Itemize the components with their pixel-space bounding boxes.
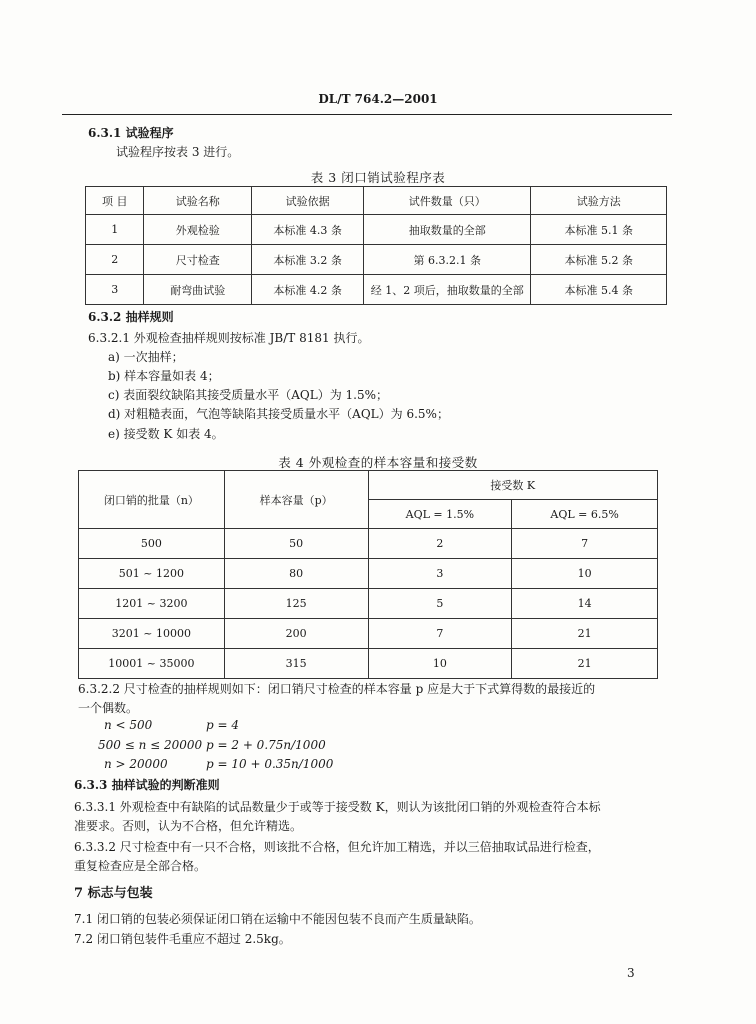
table-cell: 抽取数量的全部 xyxy=(364,215,531,245)
heading-6-3-1: 6.3.1 试验程序 xyxy=(88,126,174,140)
table4-header-row xyxy=(79,471,658,500)
table-cell: 本标准 4.2 条 xyxy=(252,275,364,305)
heading-6-3-3: 6.3.3 抽样试验的判断准则 xyxy=(74,778,220,792)
table3-header: 试验方法 xyxy=(531,187,667,215)
table-cell: 3201 ~ 10000 xyxy=(79,619,225,649)
table-cell: 第 6.3.2.1 条 xyxy=(364,245,531,275)
table3-header: 项 目 xyxy=(86,187,144,215)
table4-header-sample: 样本容量（p） xyxy=(224,471,368,529)
table-cell: 500 xyxy=(79,529,225,559)
table-cell: 3 xyxy=(368,559,512,589)
formula-equation: p = 10 + 0.35n/1000 xyxy=(206,757,334,771)
formula-condition: n > 20000 xyxy=(104,757,168,771)
table-cell: 尺寸检查 xyxy=(144,245,252,275)
table-row xyxy=(86,215,667,245)
table-cell: 2 xyxy=(86,245,144,275)
formula-equation: p = 4 xyxy=(206,718,239,732)
paragraph-7-1: 7.1 闭口销的包装必须保证闭口销在运输中不能因包装不良而产生质量缺陷。 xyxy=(74,912,481,926)
table3-header: 试件数量（只） xyxy=(364,187,531,215)
table3-header: 试验依据 xyxy=(252,187,364,215)
paragraph-6-3-2-1: 6.3.2.1 外观检查抽样规则按标准 JB/T 8181 执行。 xyxy=(88,331,370,345)
paragraph-6-3-3-2-cont: 重复检查应是全部合格。 xyxy=(74,859,207,873)
table-cell: 10001 ~ 35000 xyxy=(79,649,225,679)
list-item: e) 接受数 K 如表 4。 xyxy=(108,427,224,441)
paragraph-6-3-3-1-cont: 准要求。否则，认为不合格，但允许精选。 xyxy=(74,819,303,833)
table-cell: 7 xyxy=(368,619,512,649)
table-row xyxy=(86,245,667,275)
table4-header-aql-6-5: AQL = 6.5% xyxy=(512,500,658,529)
table-row xyxy=(79,649,658,679)
list-item: c) 表面裂纹缺陷其接受质量水平（AQL）为 1.5%； xyxy=(108,388,388,402)
table4-header-accept: 接受数 K xyxy=(368,471,657,500)
table-cell: 21 xyxy=(512,649,658,679)
table-cell: 10 xyxy=(368,649,512,679)
table-cell: 10 xyxy=(512,559,658,589)
table-cell: 125 xyxy=(224,589,368,619)
table-row xyxy=(79,559,658,589)
table3-caption: 表 3 闭口销试验程序表 xyxy=(310,170,446,185)
running-header: DL/T 764.2—2001 xyxy=(318,92,438,106)
table-cell: 80 xyxy=(224,559,368,589)
paragraph-6-3-3-2: 6.3.3.2 尺寸检查中有一只不合格，则该批不合格，但允许加工精选，并以三倍抽取试品进行检查， xyxy=(74,840,600,854)
table-cell: 7 xyxy=(512,529,658,559)
table-cell: 1 xyxy=(86,215,144,245)
page-number: 3 xyxy=(627,966,635,980)
table-cell: 14 xyxy=(512,589,658,619)
paragraph-6-3-2-2: 6.3.2.2 尺寸检查的抽样规则如下：闭口销尺寸检查的样本容量 p 应是大于下式算得数的最接近的 xyxy=(78,682,596,696)
list-item: a) 一次抽样； xyxy=(108,350,184,364)
table-cell: 3 xyxy=(86,275,144,305)
table-row xyxy=(79,619,658,649)
table4-caption: 表 4 外观检查的样本容量和接受数 xyxy=(278,455,478,470)
header-rule xyxy=(62,114,672,115)
paragraph-7-2: 7.2 闭口销包装件毛重应不超过 2.5kg。 xyxy=(74,932,291,946)
table-cell: 本标准 5.1 条 xyxy=(531,215,667,245)
heading-7: 7 标志与包装 xyxy=(74,886,153,901)
table-cell: 耐弯曲试验 xyxy=(144,275,252,305)
table-cell: 经 1、2 项后，抽取数量的全部 xyxy=(364,275,531,305)
table-cell: 2 xyxy=(368,529,512,559)
table-row xyxy=(79,529,658,559)
table-cell: 本标准 5.4 条 xyxy=(531,275,667,305)
heading-6-3-2: 6.3.2 抽样规则 xyxy=(88,310,174,324)
table-cell: 1201 ~ 3200 xyxy=(79,589,225,619)
table-cell: 外观检验 xyxy=(144,215,252,245)
paragraph-6-3-2-2-cont: 一个偶数。 xyxy=(78,701,139,715)
table4-header-batch: 闭口销的批量（n） xyxy=(79,471,225,529)
table-cell: 本标准 4.3 条 xyxy=(252,215,364,245)
table4-header-aql-1-5: AQL = 1.5% xyxy=(368,500,512,529)
table-cell: 21 xyxy=(512,619,658,649)
table-3 xyxy=(85,186,667,305)
table-cell: 200 xyxy=(224,619,368,649)
formula-condition: n < 500 xyxy=(104,718,153,732)
table-row xyxy=(79,589,658,619)
paragraph-6-3-3-1: 6.3.3.1 外观检查中有缺陷的试品数量少于或等于接受数 K，则认为该批闭口销的外观检查符合本标 xyxy=(74,800,601,814)
paragraph-6-3-1: 试验程序按表 3 进行。 xyxy=(116,145,240,159)
formula-equation: p = 2 + 0.75n/1000 xyxy=(206,738,326,752)
formula-condition: 500 ≤ n ≤ 20000 xyxy=(98,738,203,752)
table-4 xyxy=(78,470,658,679)
table-row xyxy=(86,275,667,305)
table-cell: 501 ~ 1200 xyxy=(79,559,225,589)
list-item: b) 样本容量如表 4； xyxy=(108,369,220,383)
table-cell: 5 xyxy=(368,589,512,619)
table-cell: 本标准 3.2 条 xyxy=(252,245,364,275)
table3-header-row xyxy=(86,187,667,215)
table3-header: 试验名称 xyxy=(144,187,252,215)
list-item: d) 对粗糙表面，气泡等缺陷其接受质量水平（AQL）为 6.5%； xyxy=(108,407,449,421)
table-cell: 50 xyxy=(224,529,368,559)
table-cell: 315 xyxy=(224,649,368,679)
table-cell: 本标准 5.2 条 xyxy=(531,245,667,275)
